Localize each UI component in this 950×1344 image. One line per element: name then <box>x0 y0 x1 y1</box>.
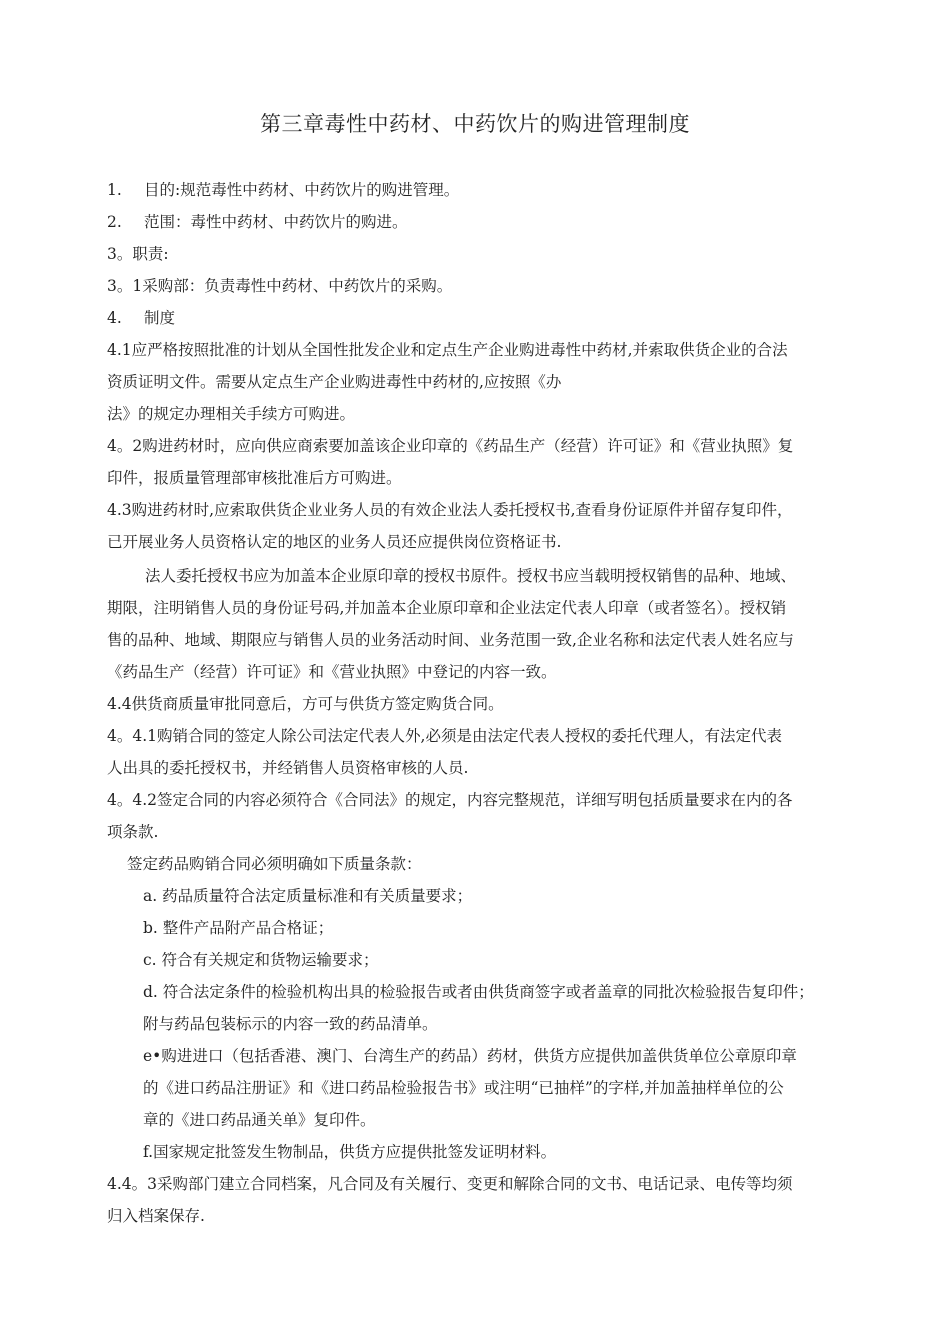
list-item: e•购进进口（包括香港、澳门、台湾生产的药品）药材，供货方应提供加盖供货单位公章原印章 <box>143 1047 797 1065</box>
page-title: 第三章毒性中药材、中药饮片的购进管理制度 <box>260 112 690 136</box>
paragraph-line: 资质证明文件。需要从定点生产企业购进毒性中药材的,应按照《办 <box>107 373 562 391</box>
paragraph-line: 归入档案保存. <box>107 1207 205 1225</box>
list-item-continued: 附与药品包装标示的内容一致的药品清单。 <box>143 1015 438 1033</box>
list-item: d. 符合法定条件的检验机构出具的检验报告或者由供货商签字或者盖章的同批次检验报告复印件； <box>143 983 814 1001</box>
paragraph-line: 签定药品购销合同必须明确如下质量条款： <box>127 855 422 873</box>
list-item-continued: 的《进口药品注册证》和《进口药品检验报告书》或注明“已抽样”的字样,并加盖抽样单位的公 <box>143 1079 784 1097</box>
paragraph-line: 法人委托授权书应为加盖本企业原印章的授权书原件。授权书应当载明授权销售的品种、地域、 <box>145 567 797 585</box>
paragraph-text: 制度 <box>144 309 176 327</box>
paragraph-line: 4.3购进药材时,应索取供货企业业务人员的有效企业法人委托授权书,查看身份证原件并留存复印件， <box>107 501 793 519</box>
section-system <box>107 308 175 328</box>
paragraph-line: 4。4.1购销合同的签定人除公司法定代表人外,必须是由法定代表人授权的委托代理人，有法定代表 <box>107 727 782 745</box>
section-duties: 3。职责: <box>107 245 169 263</box>
paragraph-line: 4。4.2签定合同的内容必须符合《合同法》的规定，内容完整规范，详细写明包括质量要求在内的各 <box>107 791 793 809</box>
list-number: 1. <box>107 181 122 199</box>
paragraph-line: 已开展业务人员资格认定的地区的业务人员还应提供岗位资格证书. <box>107 533 562 551</box>
paragraph-line: 《药品生产（经营）许可证》和《营业执照》中登记的内容一致。 <box>107 663 557 681</box>
list-number: 4. <box>107 309 122 327</box>
section-purpose <box>107 180 459 200</box>
paragraph-line: 4.1应严格按照批准的计划从全国性批发企业和定点生产企业购进毒性中药材,并索取供货企业的合法 <box>107 341 788 359</box>
list-item: c. 符合有关规定和货物运输要求； <box>143 951 379 969</box>
list-item: f.国家规定批签发生物制品，供货方应提供批签发证明材料。 <box>143 1143 557 1161</box>
paragraph-line: 印件，报质量管理部审核批准后方可购进。 <box>107 469 402 487</box>
paragraph-line: 4.4。3采购部门建立合同档案，凡合同及有关履行、变更和解除合同的文书、电话记录、电传等均须 <box>107 1175 793 1193</box>
paragraph-line: 期限，注明销售人员的身份证号码,并加盖本企业原印章和企业法定代表人印章（或者签名）。授权销 <box>107 599 787 617</box>
paragraph-line: 4.4供货商质量审批同意后，方可与供货方签定购货合同。 <box>107 695 504 713</box>
list-item: a. 药品质量符合法定质量标准和有关质量要求； <box>143 887 473 905</box>
list-number: 2. <box>107 213 122 231</box>
paragraph-text: 目的:规范毒性中药材、中药饮片的购进管理。 <box>144 181 460 199</box>
list-item: b. 整件产品附产品合格证； <box>143 919 334 937</box>
paragraph-line: 项条款. <box>107 823 159 841</box>
paragraph-line: 3。1采购部：负责毒性中药材、中药饮片的采购。 <box>107 277 453 295</box>
paragraph-line: 4。2购进药材时，应向供应商索要加盖该企业印章的《药品生产（经营）许可证》和《营业执照》复 <box>107 437 794 455</box>
section-scope <box>107 212 408 232</box>
paragraph-line: 法》的规定办理相关手续方可购进。 <box>107 405 356 423</box>
paragraph-text: 范围：毒性中药材、中药饮片的购进。 <box>144 213 408 231</box>
paragraph-line: 人出具的委托授权书，并经销售人员资格审核的人员. <box>107 759 469 777</box>
list-item-continued: 章的《进口药品通关单》复印件。 <box>143 1111 376 1129</box>
paragraph-line: 售的品种、地域、期限应与销售人员的业务活动时间、业务范围一致,企业名称和法定代表人姓名应与 <box>107 631 794 649</box>
